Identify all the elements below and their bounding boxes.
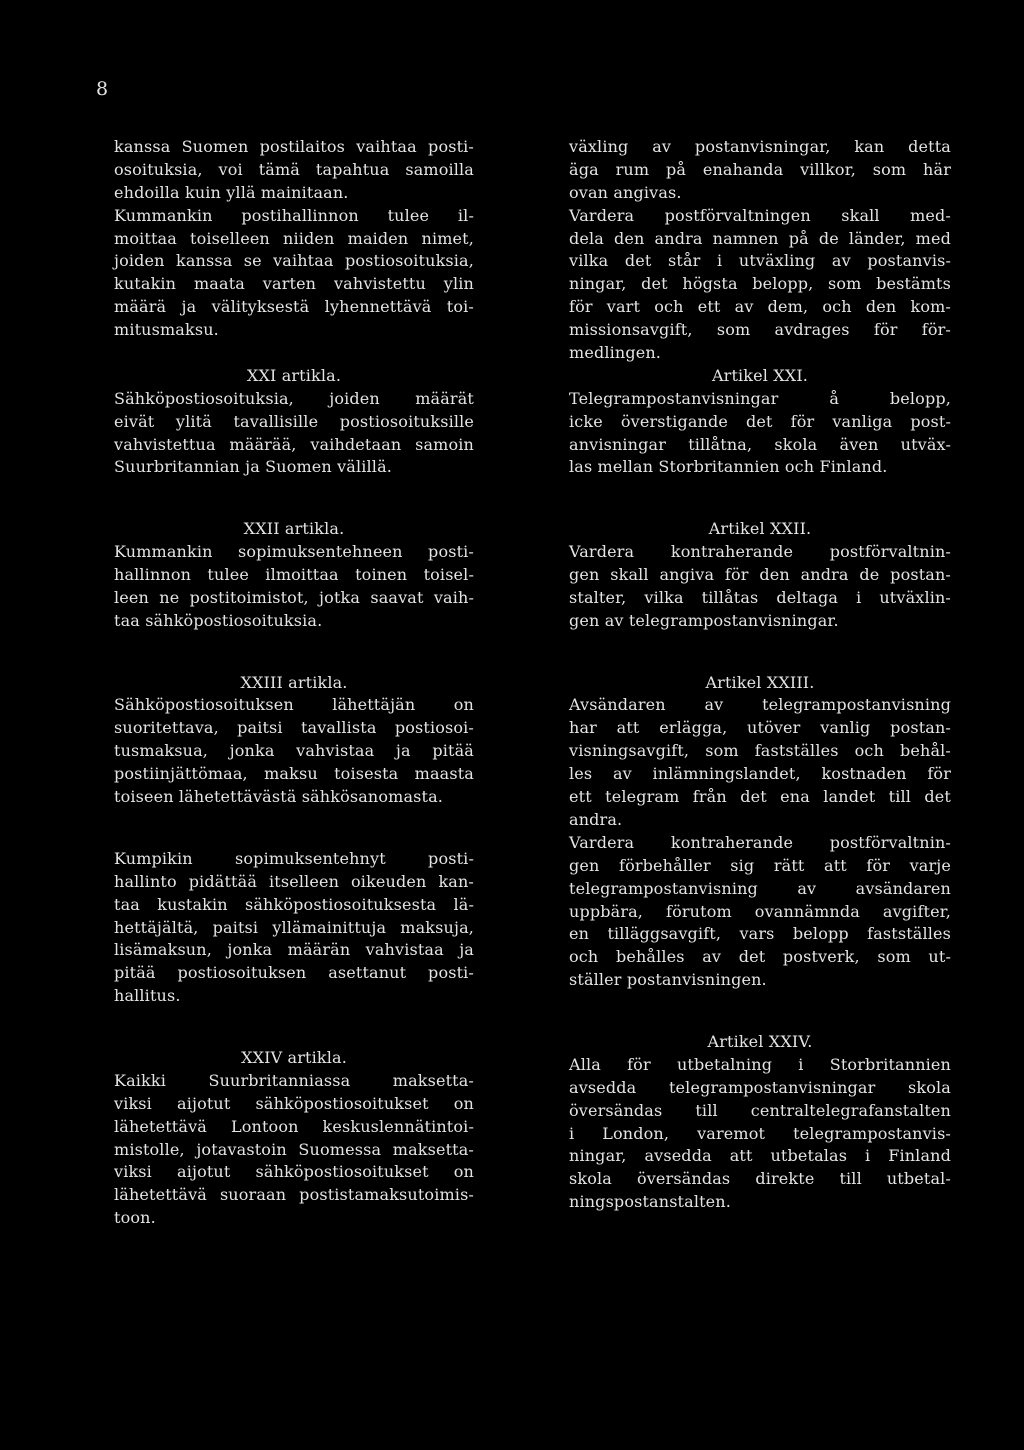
text-line: toon. [114, 1208, 156, 1228]
text-line: toiseen lähetettävästä sähkösanomasta. [114, 787, 444, 807]
text-line: översändas till centraltelegrafanstalten [569, 1100, 951, 1120]
paragraph-spacer [569, 633, 951, 656]
text-line: vilka det står i utväxling av postanvis- [569, 251, 951, 271]
text-line: taa kustakin sähköpostiosoituksesta lä- [114, 894, 474, 914]
text-line: har att erlägga, utöver vanlig postan- [569, 718, 951, 738]
text-line: pitää postiosoituksen asettanut posti- [114, 963, 474, 983]
text-line: eivät ylitä tavallisille postiosoituksille [114, 411, 474, 431]
text-line: missionsavgift, som avdrages för för- [569, 320, 951, 340]
paragraph-spacer [114, 502, 474, 518]
paragraph-spacer [114, 656, 474, 672]
text-line: en tilläggsavgift, vars belopp fastställes [569, 924, 951, 944]
text-line: Telegrampostanvisningar å belopp, [569, 388, 951, 408]
paragraph-spacer [569, 1015, 951, 1031]
article-heading: XXII artikla. [243, 519, 345, 539]
text-line: taa sähköpostiosoituksia. [114, 610, 323, 630]
text-line: andra. [569, 809, 623, 829]
text-line: för vart och ett av dem, och den kom- [569, 297, 951, 317]
text-line: hallitus. [114, 986, 181, 1006]
article-heading: Artikel XXI. [711, 365, 809, 385]
text-line: Vardera postförvaltningen skall med- [569, 205, 951, 225]
text-line: hallinto pidättää itselleen oikeuden kan- [114, 871, 474, 891]
article-heading: XXI artikla. [246, 365, 342, 385]
text-line: avsedda telegrampostanvisningar skola [569, 1077, 951, 1097]
article-heading: Artikel XXII. [708, 519, 812, 539]
text-line: Sähköpostiosoituksen lähettäjän on [114, 695, 474, 715]
text-line: ställer postanvisningen. [569, 970, 767, 990]
paragraph-spacer [114, 633, 474, 656]
paragraph-spacer [114, 342, 474, 365]
text-line: Vardera kontraherande postförvaltnin- [569, 542, 951, 562]
text-line: les av inlämningslandet, kostnaden för [569, 764, 951, 784]
text-line: lisämaksun, jonka määrän vahvistaa ja [114, 940, 474, 960]
article-heading: XXIV artikla. [241, 1047, 347, 1067]
paragraph-spacer [114, 809, 474, 832]
text-line: växling av postanvisningar, kan detta [569, 137, 951, 156]
text-line: mitusmaksu. [114, 320, 219, 340]
paragraph-spacer [569, 479, 951, 502]
paragraph-spacer [114, 1008, 474, 1031]
paragraph-spacer [114, 832, 474, 848]
article-heading: Artikel XXIV. [707, 1031, 813, 1051]
text-line: määrä ja välityksestä lyhennettävä toi- [114, 297, 474, 317]
text-line: mistolle, jotavastoin Suomessa maksetta- [114, 1139, 474, 1159]
text-line: tusmaksua, jonka vahvistaa ja pitää [114, 741, 474, 761]
text-line: leen ne postitoimistot, jotka saavat vaih- [114, 587, 474, 607]
text-line: Kaikki Suurbritanniassa maksetta- [114, 1070, 474, 1090]
text-line: Alla för utbetalning i Storbritannien [569, 1054, 951, 1074]
text-line: medlingen. [569, 343, 662, 363]
text-line: gen av telegrampostanvisningar. [569, 610, 839, 630]
text-line: icke överstigande det för vanliga post- [569, 411, 951, 431]
paragraph-spacer [114, 479, 474, 502]
text-line: lähetettävä suoraan postistamaksutoimis- [114, 1185, 474, 1205]
text-line: uppbära, förutom ovannämnda avgifter, [569, 901, 951, 921]
text-line: kutakin maata varten vahvistettu ylin [114, 274, 474, 294]
text-line: anvisningar tillåtna, skola även utväx- [569, 434, 951, 454]
text-line: hallinnon tulee ilmoittaa toinen toisel- [114, 565, 474, 585]
text-line: stalter, vilka tillåtas deltaga i utväxlin- [569, 587, 951, 607]
finnish-text-column [114, 136, 474, 1230]
article-heading: Artikel XXIII. [705, 672, 815, 692]
text-line: Avsändaren av telegrampostanvisning [569, 695, 951, 715]
text-line: vahvistettua määrää, vaihdetaan samoin [114, 434, 474, 454]
text-line: Sähköpostiosoituksia, joiden määrät [114, 388, 474, 408]
text-line: ett telegram från det ena landet till det [569, 787, 951, 807]
text-line: gen skall angiva för den andra de postan- [569, 565, 951, 585]
text-line: ningar, avsedda att utbetalas i Finland [569, 1146, 951, 1166]
page-number: 8 [96, 78, 109, 100]
text-line: kanssa Suomen postilaitos vaihtaa posti- [114, 137, 474, 156]
swedish-text-column [569, 136, 951, 1214]
text-line: telegrampostanvisning av avsändaren [569, 878, 951, 898]
text-line: skola översändas direkte till utbetal- [569, 1169, 951, 1189]
article-heading: XXIII artikla. [240, 672, 348, 692]
text-line: osoituksia, voi tämä tapahtua samoilla [114, 159, 474, 179]
text-line: ningar, det högsta belopp, som bestämts [569, 274, 951, 294]
text-line: Suurbritannian ja Suomen välillä. [114, 457, 392, 477]
text-line: ehdoilla kuin yllä mainitaan. [114, 182, 349, 202]
text-line: suoritettava, paitsi tavallista postiosoi- [114, 718, 474, 738]
text-line: viksi aijotut sähköpostiosoitukset on [114, 1162, 474, 1182]
text-line: ovan angivas. [569, 182, 682, 202]
text-line: visningsavgift, som fastställes och behål- [569, 741, 951, 761]
text-line: joiden kanssa se vaihtaa postiosoituksia, [114, 251, 474, 271]
text-line: Kummankin postihallinnon tulee il- [114, 205, 474, 225]
text-line: och behålles av det postverk, som ut- [569, 947, 951, 967]
text-line: Kumpikin sopimuksentehnyt posti- [114, 848, 474, 868]
paragraph-spacer [569, 656, 951, 672]
text-line: las mellan Storbritannien och Finland. [569, 457, 888, 477]
text-line: Kummankin sopimuksentehneen posti- [114, 542, 474, 562]
text-line: äga rum på enahanda villkor, som här [569, 159, 951, 179]
text-line: dela den andra namnen på de länder, med [569, 228, 951, 248]
text-line: ningspostanstalten. [569, 1192, 731, 1212]
paragraph-spacer [569, 502, 951, 518]
text-line: lähetettävä Lontoon keskuslennätintoi- [114, 1116, 474, 1136]
text-line: hettäjältä, paitsi yllämainittuja maksuja, [114, 917, 474, 937]
text-line: Vardera kontraherande postförvaltnin- [569, 832, 951, 852]
paragraph-spacer [569, 992, 951, 1015]
text-line: moittaa toiselleen niiden maiden nimet, [114, 228, 474, 248]
paragraph-spacer [114, 1031, 474, 1047]
text-line: i London, varemot telegrampostanvis- [569, 1123, 951, 1143]
text-line: gen förbehåller sig rätt att för varje [569, 855, 951, 875]
text-line: viksi aijotut sähköpostiosoitukset on [114, 1093, 474, 1113]
text-line: postiinjättömaa, maksu toisesta maasta [114, 764, 474, 784]
